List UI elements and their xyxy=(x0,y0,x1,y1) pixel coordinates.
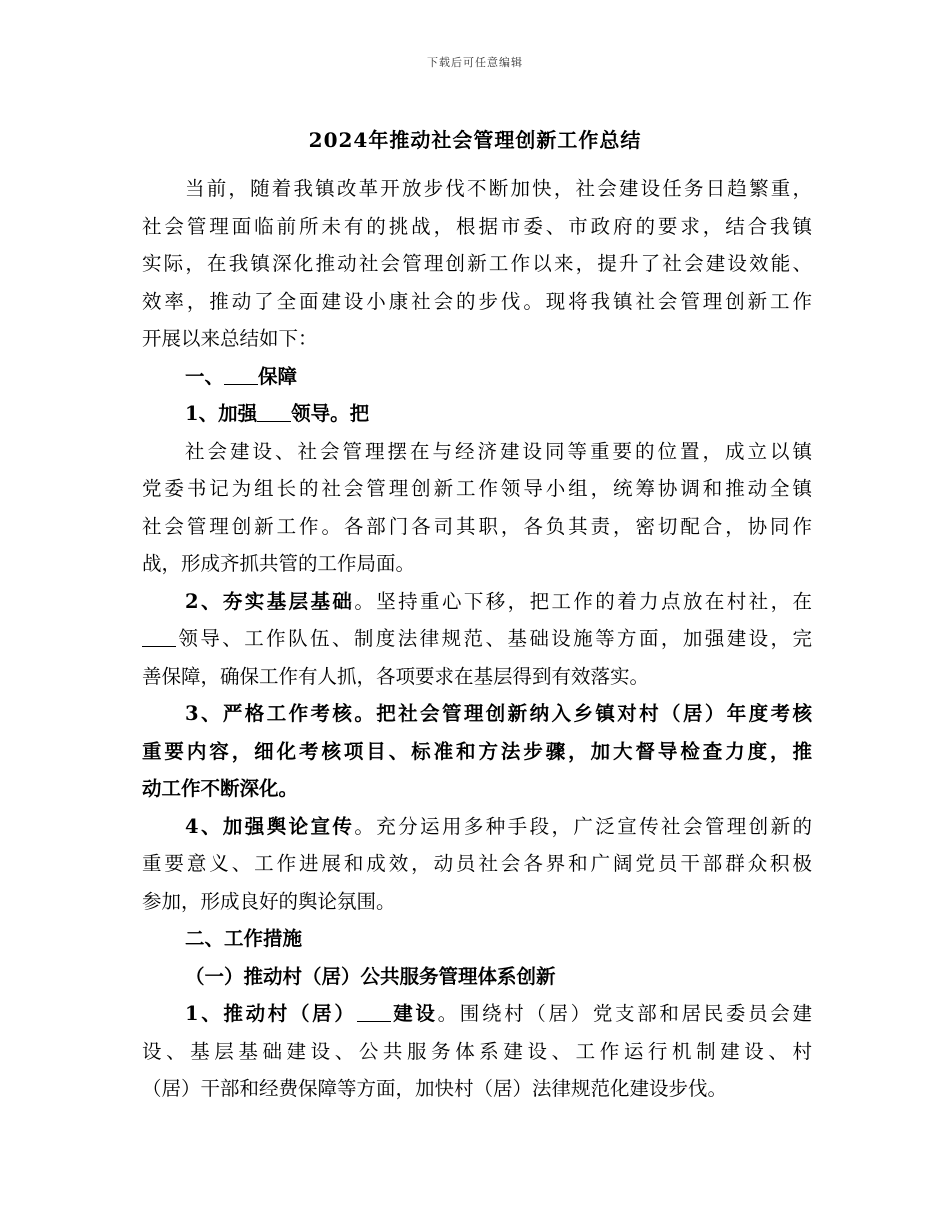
item-4-line-1 xyxy=(142,808,812,846)
intro-line-4: 效率，推动了全面建设小康社会的步伐。现将我镇社会管理创新工作 xyxy=(142,289,812,313)
item-1-line-3: 社会管理创新工作。各部门各司其职，各负其责，密切配合，协同作 xyxy=(142,514,812,538)
fill-blank xyxy=(142,627,176,648)
section-2-item-1-heading-pre: 1、推动村（居） xyxy=(185,1002,357,1025)
item-4-line-2: 重要意义、工作进展和成效，动员社会各界和广阔党员干部群众积极 xyxy=(142,852,812,875)
item-4-line-1-text: 。充分运用多种手段，广泛宣传社会管理创新的 xyxy=(354,814,812,838)
section-2-item-1-heading-post: 建设 xyxy=(390,1002,438,1025)
item-2-line-3: 善保障，确保工作有人抓，各项要求在基层得到有效落实。 xyxy=(142,664,650,688)
section-1-heading-post: 保障 xyxy=(258,364,298,388)
section-2-item-1-line-1-text: 。围绕村（居）党支部和居民委员会建 xyxy=(437,1002,812,1025)
item-1-heading xyxy=(142,395,812,433)
section-2-item-1-heading xyxy=(185,1002,438,1025)
section-2-subheading: （一）推动村（居）公共服务管理体系创新 xyxy=(185,964,556,988)
section-2-item-1-line-1 xyxy=(142,995,812,1033)
item-1-line-4: 战，形成齐抓共管的工作局面。 xyxy=(142,552,416,575)
item-1-heading-post: 领导。把 xyxy=(291,402,370,425)
item-2-line-1 xyxy=(142,583,812,621)
section-2-heading: 二、工作措施 xyxy=(185,927,303,950)
item-2-line-1-text: 。坚持重心下移，把工作的着力点放在村社，在 xyxy=(354,589,812,613)
section-2-item-1-line-3: （居）干部和经费保障等方面，加快村（居）法律规范化建设步伐。 xyxy=(142,1077,728,1100)
item-3-line-2: 重要内容，细化考核项目、标准和方法步骤，加大督导检查力度，推 xyxy=(142,739,812,763)
document-title: 2024年推动社会管理创新工作总结 xyxy=(308,128,642,152)
intro-line-5: 开展以来总结如下： xyxy=(142,327,318,350)
section-1-heading-pre: 一、 xyxy=(185,364,225,388)
section-1-heading xyxy=(142,358,812,396)
item-4-heading: 4、加强舆论宣传 xyxy=(185,814,355,838)
item-2-line-2-text: 领导、工作队伍、制度法律规范、基础设施等方面，加强建设，完 xyxy=(176,627,812,650)
item-2-line-2 xyxy=(142,620,812,658)
intro-line-2: 社会管理面临前所未有的挑战，根据市委、市政府的要求，结合我镇 xyxy=(142,214,812,238)
item-1-line-1: 社会建设、社会管理摆在与经济建设同等重要的位置，成立以镇 xyxy=(185,439,812,463)
intro-line-1: 当前，随着我镇改革开放步伐不断加快，社会建设任务日趋繁重， xyxy=(185,177,812,200)
header-note: 下载后可任意编辑 xyxy=(427,56,523,69)
item-1-line-2: 党委书记为组长的社会管理创新工作领导小组，统筹协调和推动全镇 xyxy=(142,477,812,500)
fill-blank xyxy=(224,364,258,385)
item-2-heading: 2、夯实基层基础 xyxy=(185,589,355,613)
fill-blank xyxy=(357,1002,391,1023)
section-2-item-1-line-2: 设、基层基础建设、公共服务体系建设、工作运行机制建设、村 xyxy=(142,1039,812,1063)
item-3-line-3: 动工作不断深化。 xyxy=(142,777,299,800)
document-body xyxy=(142,170,812,1108)
item-3-line-1: 3、严格工作考核。把社会管理创新纳入乡镇对村（居）年度考核 xyxy=(185,702,812,725)
intro-line-3: 实际，在我镇深化推动社会管理创新工作以来，提升了社会建设效能、 xyxy=(142,252,812,275)
item-4-line-3: 参加，形成良好的舆论氛围。 xyxy=(142,889,396,913)
fill-blank xyxy=(257,402,291,423)
item-1-heading-pre: 1、加强 xyxy=(185,402,258,425)
